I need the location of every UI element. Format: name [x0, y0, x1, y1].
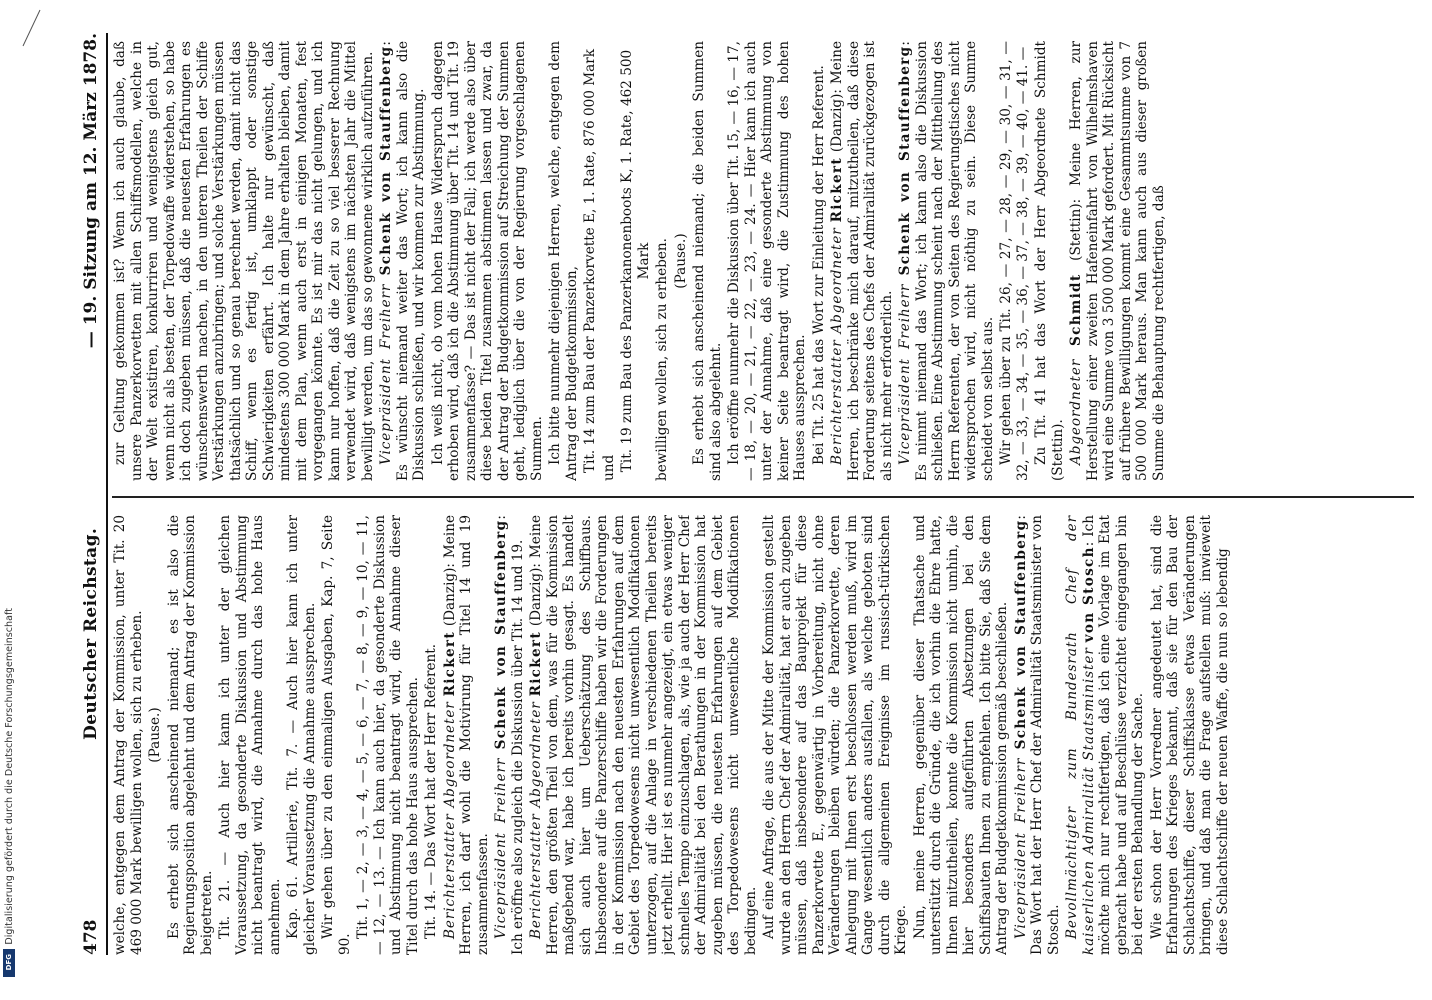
paragraph-text: Wir gehen über zu den einmaligen Ausgaben, Kap. 7, Seite 90.: [320, 515, 353, 955]
paragraph-text: Wie schon der Herr Vorredner angedeutet hat, sind die Erfahrungen des Krieges bekannt, daß sie für den Bau der Schlachtschiffe, dieser Schiffsklasse etwas Veränderungen bringen, und daß man die Frage aufstellen muß: inwieweit diese Schlachtschiffe der neuen Waffe, die nun so lebendig: [1148, 515, 1231, 955]
paragraph: [601, 41, 618, 481]
speaker-role: Berichterstatter Abgeordneter: [528, 701, 544, 939]
paragraph-text: (Danzig): Meine Herren, den größten Theil von dem, was für die Kommission maßgebend war, habe ich bereits vorhin gesagt. Es handelt sich auch hier um Ueberschätzung des Schiffbaus. Insbesondere auf die Panzerschiffe haben wir die Forderungen in der Kommission nach den neuesten Erfahrungen auf dem Gebiet des Torpedowesens nicht unwesentlich Modifikationen unterzogen, auf die Anlage in verschiedenen Theilen bereits jetzt erhellt. Hier ist es nunmehr angezeigt, ein etwas weniger schnelles Tempo einzuschlagen, als, wie ja auch der Herr Chef der Admiralität bei den Berathungen in der Kommission hat zugeben müssen, die neuesten Erfahrungen auf dem Gebiet des Torpedowesens nicht unwesentliche Modifikationen bedingen.: [528, 515, 759, 955]
paragraph-text: (Stettin): Meine Herren, zur Herstellung einer zweiten Hafeneinfahrt von Wilhelmshaven wird eine Summe von 3 500 000 Mark gefordert. Mit Rücksicht auf frühere Bewilligungen kommt eine Gesammtsumme von 7 500 000 Mark heraus. Man kann auch aus dieser großen Summe die Behauptung rechtfertigen, daß: [1068, 41, 1167, 481]
speaker-name: Rickert: [528, 631, 544, 697]
speaker-role: Berichterstatter Abgeordneter: [829, 227, 845, 465]
paragraph: [998, 41, 1031, 481]
paragraph-text: : Ich eröffne also zugleich die Diskussion über Tit. 14 und 19.: [493, 515, 526, 955]
page-title: Deutscher Reichstag.: [81, 527, 101, 740]
speech-paragraph: [1013, 515, 1063, 955]
speech-paragraph: [1068, 41, 1167, 481]
speaker-name: Rickert: [829, 157, 845, 223]
paragraph-text: Tit. 21. — Auch hier kann ich unter der gleichen Voraussetzung, da gesonderte Diskussion und Abstimmung nicht beantragt wird, die Annahme durch das hohe Haus annehmen.: [217, 515, 283, 955]
paragraph-text: : Es wünscht niemand weiter das Wort; ich kann also die Diskussion schließen, und wir kommen zur Abstimmung.: [378, 41, 427, 481]
paragraph-text: welche, entgegen dem Antrag der Kommission, unter Tit. 20 469 000 Mark bewilligen wollen, sich zu erheben.: [112, 515, 145, 955]
paragraph-text: : Es nimmt niemand das Wort; ich kann also die Diskussion schließen. Eine Abstimmung scheint nach der Mittheilung des Herrn Referenten, der von Seiten des Regierungstisches nicht widersprochen wird, nicht nöthig zu sein. Diese Summe scheidet von selbst aus.: [897, 41, 996, 481]
speaker-name: Schmidt: [1068, 273, 1084, 346]
speaker-role: Vicepräsident Freiherr: [1012, 757, 1029, 939]
paragraph: [582, 41, 599, 481]
scan-edge-mark: [20, 8, 42, 48]
paragraph: [112, 41, 376, 481]
paragraph: [691, 41, 724, 481]
paragraph: [654, 41, 671, 481]
speaker-role: Vicepräsident Freiherr: [378, 283, 394, 465]
paragraph-text: Kap. 61. Artillerie, Tit. 7. — Auch hier kann ich unter gleicher Voraussetzung die Annahme aussprechen.: [285, 515, 318, 955]
paragraph: [912, 515, 1011, 955]
paragraph-text: : Das Wort hat der Herr Chef der Admiralität Staatsminister von Stosch.: [1012, 515, 1062, 955]
paragraph-text: Tit. 1, — 2, — 3, — 4, — 5, — 6, — 7, — 8, — 9, — 10, — 11, — 12, — 13. — Ich kann auch hier, da gesonderte Diskussion und Abstimmung nicht beantragt wird, die Annahme dieser Titel durch das hohe Haus aussprechen.: [355, 515, 421, 955]
paragraph: [1149, 515, 1232, 955]
speaker-role: Vicepräsident Freiherr: [897, 283, 913, 465]
paragraph: [1033, 41, 1066, 481]
speech-paragraph: [378, 41, 428, 481]
dfg-logo-text: DFG: [5, 954, 13, 971]
paragraph-text: (Danzig): Meine Herren, ich beschränke mich darauf, mitzutheilen, daß diese Forderung seitens des Chefs der Admiralität zurückgezogen ist als nicht mehr erforderlich.: [829, 41, 895, 481]
paragraph: [217, 515, 283, 955]
paragraph-text: (Pause.): [147, 707, 163, 763]
paragraph-text: (Danzig): Meine Herren, ich darf wohl die Motivirung für Titel 14 und 19 zusammenfassen.: [441, 515, 491, 955]
paragraph-text: Bei Tit. 25 hat das Wort zur Einleitung der Herr Referent.: [810, 65, 827, 465]
running-header: [66, 33, 108, 955]
digitization-credit-text: Digitalisierung gefördert durch die Deutsche Forschungsgemeinschaft: [3, 608, 15, 945]
paragraph-text: Ich bitte nunmehr diejenigen Herren, welche, entgegen dem Antrag der Budgetkommission,: [547, 41, 580, 481]
paragraph-text: Tit. 14. — Das Wort hat der Herr Referent.: [423, 643, 439, 939]
session-date: — 19. Sitzung am 12. März 1878.: [81, 33, 101, 349]
paragraph-text: (Pause.): [672, 233, 689, 289]
paragraph-text: : Ich möchte mich nur rechtfertigen, daß ich eine Vorlage im Etat gebracht habe und auf Beschlüsse verzichtet eingegangen bin bei der ersten Behandlung der Sache.: [1080, 515, 1146, 955]
paragraph-text: Zu Tit. 41 hat das Wort der Herr Abgeordnete Schmidt (Stettin).: [1033, 41, 1066, 481]
speech-paragraph: [829, 41, 895, 481]
speaker-name: Schenk von Stauffenberg: [1012, 519, 1029, 750]
paragraph: [320, 515, 353, 955]
paragraph-text: Es erhebt sich anscheinend niemand; die beiden Summen sind also abgelehnt.: [691, 41, 724, 481]
speaker-name: Schenk von Stauffenberg: [897, 45, 913, 276]
digitization-credit: [2, 608, 16, 980]
paragraph: [811, 41, 828, 481]
paragraph: [619, 41, 652, 481]
paragraph-text: Auf eine Anfrage, die aus der Mitte der Kommission gestellt wurde an den Herrn Chef der Admiralität, hat er auch zugeben müssen, daß insbesondere auf das Bauprojekt für diese Panzerkorvette E., gegenwärtig in Vorbereitung, nicht ohne Veränderungen bleiben würden; die Panzerkorvette, deren Anlegung mit Ihnen erst beschlossen werden muß, wird im Gange wesentlich anders ausfallen, als welche geboten sind durch die allgemeinen Ereignisse im russisch-türkischen Kriege.: [761, 515, 909, 955]
speaker-name: von Stosch: [1080, 546, 1097, 643]
speaker-name: Rickert: [441, 631, 458, 697]
column-divider: [112, 497, 1414, 499]
speaker-role: Berichterstatter Abgeordneter: [441, 701, 458, 939]
paragraph-text: Es erhebt sich anscheinend niemand; es ist also die Regierungsposition abgelehnt und dem Antrag der Kommission beigetreten.: [165, 515, 215, 955]
dfg-logo-icon: [3, 949, 15, 977]
paragraph: [285, 515, 318, 955]
speech-paragraph: [442, 515, 492, 955]
paragraph: [166, 515, 216, 955]
scanned-page: [56, 15, 1424, 975]
speaker-role: Bevollmächtigter zum Bundesrath Chef der kaiserlichen Admiralität Staatsminister: [1064, 515, 1097, 955]
paragraph-text: Tit. 19 zum Bau des Panzerkanonenboots K, 1. Rate, 462 500 Mark: [619, 49, 652, 473]
paragraph: [761, 515, 910, 955]
paragraph: [147, 515, 164, 955]
speech-paragraph: [897, 41, 996, 481]
speaker-role: Vicepräsident Freiherr: [493, 757, 509, 939]
column-left: [112, 515, 1414, 955]
paragraph: [726, 41, 809, 481]
paragraph-text: Nun, meine Herren, gegenüber dieser Thatsache und unterstützt durch die Gründe, die ich vorhin die Ehre hatte, Ihnen mitzutheilen, konnte die Kommission nicht umhin, die hier besonders aufgeführten Absetzungen bei den Schiffsbauten Ihnen zu empfehlen. Ich bitte Sie, daß Sie dem Antrag der Budgetkommission gemäß beschließen.: [911, 515, 1010, 955]
speech-paragraph: [1064, 515, 1147, 955]
paragraph: [430, 41, 546, 481]
text-columns: [112, 33, 1414, 955]
paragraph-text: bewilligen wollen, sich zu erheben.: [654, 238, 670, 481]
paragraph: [673, 41, 690, 481]
speech-paragraph: [528, 515, 759, 955]
paragraph: [355, 515, 421, 955]
page-content: [56, 15, 1424, 975]
page-number: 478: [81, 919, 101, 955]
paragraph-text: Tit. 14 zum Bau der Panzerkorvette E, 1. Rate, 876 000 Mark: [582, 49, 598, 473]
column-right: [112, 41, 1414, 481]
paragraph: [112, 515, 145, 955]
speaker-role: Abgeordneter: [1068, 358, 1084, 465]
speaker-name: Schenk von Stauffenberg: [378, 45, 394, 276]
paragraph: [423, 515, 440, 955]
speech-paragraph: [493, 515, 526, 955]
paragraph-text: zur Geltung gekommen ist? Wenn ich auch glaube, daß unsere Panzerkorvetten mit allen Schiffsmodellen, welche in der Welt existiren, konkurriren und wenigstens gleich gut, wenn nicht als besten, der Torpedowaffe widerstehen, so habe ich doch zugeben müssen, daß die neuesten Erfahrungen es wünschenswerth machen, in den unteren Theilen der Schiffe Verstärkungen anzubringen; und solche Verstärkungen müssen thatsächlich und so genau berechnet werden, damit nicht das Schiff, wenn es fertig ist, umklappt oder sonstige Schwierigkeiten erfährt. Ich halte nur gewünscht, daß mindestens 300 000 Mark in dem Jahre erhalten bleiben, damit mit dem Plan, wenn auch erst in einigen Monaten, fest vorgegangen könnte. Es ist mir das nicht gelungen, und ich kann nur hoffen, daß die Zeit zu so viel besserer Rechnung verwendet wird, daß wenigstens im nächsten Jahr die Mittel bewilligt werden, um das so gewonnene wirklich aufzuführen.: [112, 41, 376, 481]
paragraph: [547, 41, 580, 481]
paragraph-text: Ich eröffne nunmehr die Diskussion über Tit. 15, — 16, — 17, — 18, — 20, — 21, — 22, — 23, — 24. — Hier kann ich auch unter der Annahme, daß eine gesonderte Abstimmung von keiner Seite beantragt wird, die Zustimmung des hohen Hauses aussprechen.: [726, 41, 808, 481]
paragraph-text: Ich weiß nicht, ob vom hohen Hause Widerspruch dagegen erhoben wird, daß ich die Abstimmung über Tit. 14 und Tit. 19 zusammenfasse? — Das ist nicht der Fall; ich werde also über diese beiden Titel zusammen abstimmen lassen und zwar, da der Antrag der Budgetkommission auf Streichung der Summen geht, lediglich über die von der Regierung vorgeschlagenen Summen.: [429, 41, 545, 481]
speaker-name: Schenk von Stauffenberg: [493, 519, 509, 750]
paragraph-text: Wir gehen über zu Tit. 26, — 27, — 28, — 29, — 30, — 31, — 32, — 33, — 34, — 35, — 36, — 37, — 38, — 39, — 40, — 41. —: [998, 41, 1031, 481]
paragraph-text: und: [600, 454, 617, 481]
